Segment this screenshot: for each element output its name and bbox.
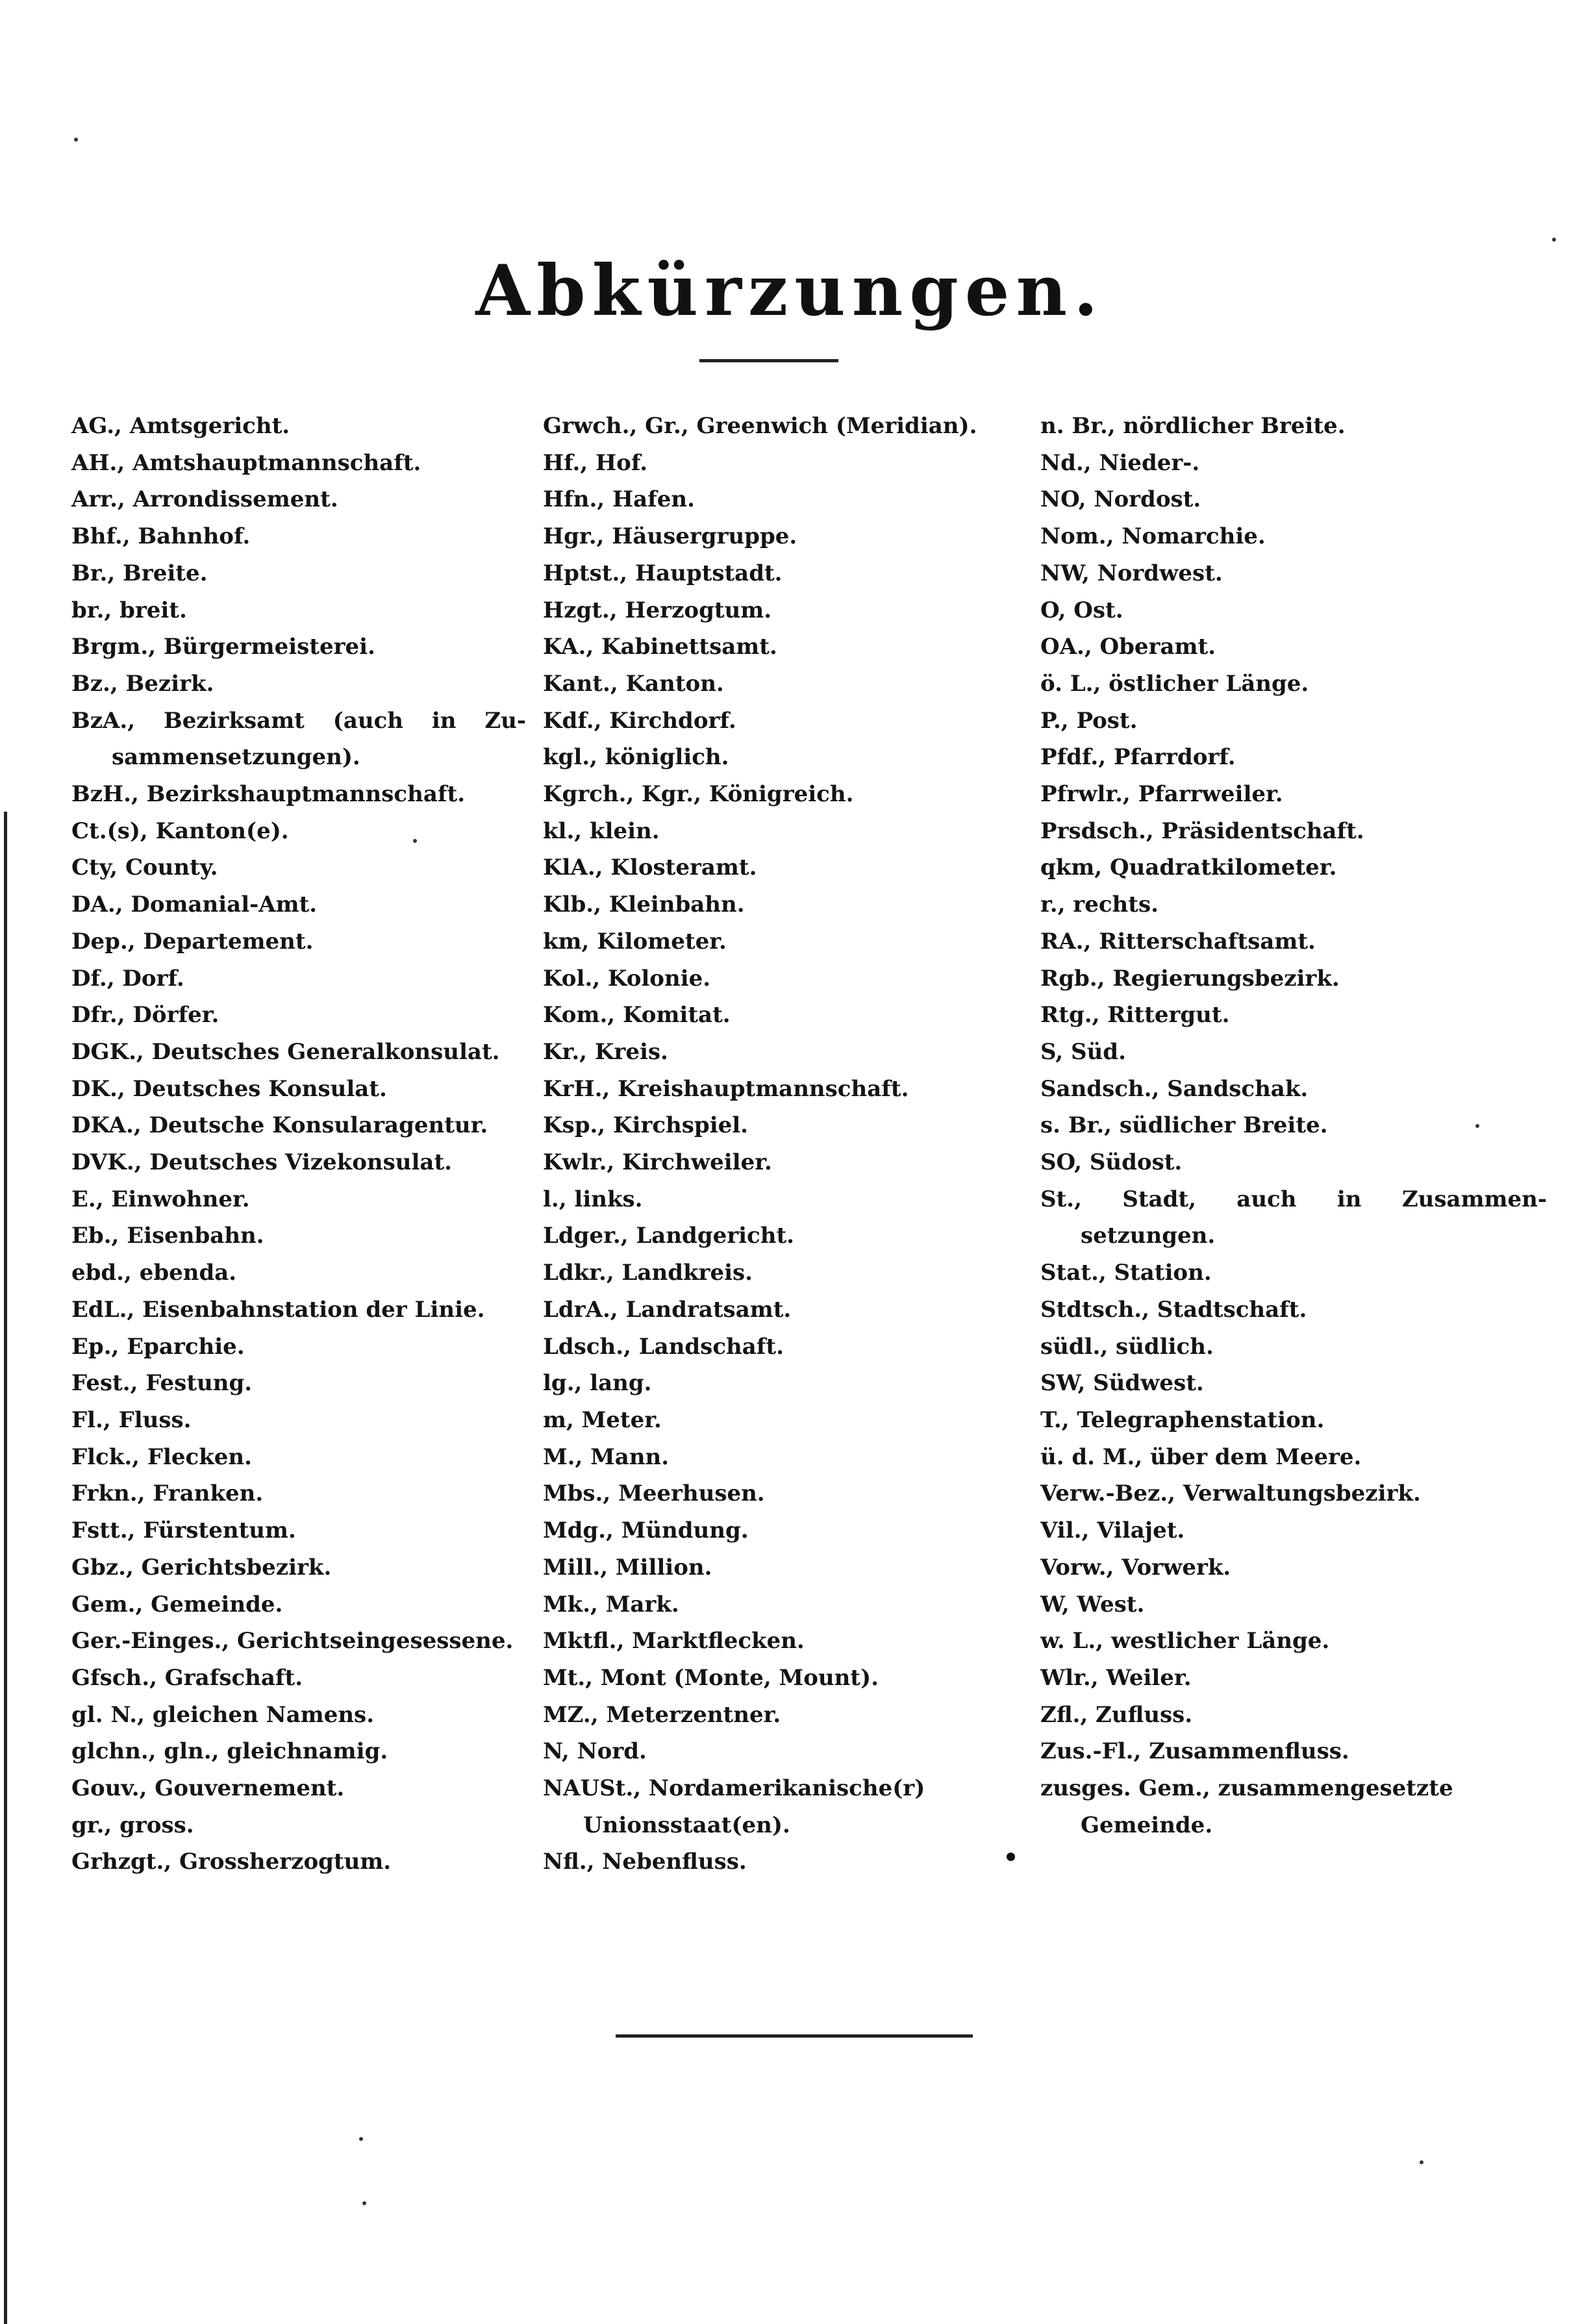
abbreviation-entry: M., Mann.: [543, 1443, 670, 1470]
speck: [1420, 2160, 1423, 2164]
abbreviation-entry: Hfn., Hafen.: [543, 486, 695, 513]
abbreviation-entry: DKA., Deutsche Konsularagentur.: [71, 1112, 488, 1139]
abbreviation-entry: Hf., Hof.: [543, 449, 648, 476]
abbreviation-entry: w. L., westlicher Länge.: [1040, 1628, 1330, 1655]
abbreviation-entry: zusges. Gem., zusammengesetzte: [1040, 1775, 1453, 1802]
abbreviation-entry: Ldger., Landgericht.: [543, 1223, 795, 1249]
abbreviation-entry: Rtg., Rittergut.: [1040, 1002, 1230, 1029]
abbreviation-entry: lg., lang.: [543, 1370, 652, 1397]
abbreviation-entry: gr., gross.: [71, 1812, 194, 1838]
abbreviation-entry: kgl., königlich.: [543, 744, 729, 771]
abbreviation-entry: Gem., Gemeinde.: [71, 1591, 283, 1618]
abbreviation-entry: NW, Nordwest.: [1040, 560, 1223, 586]
abbreviation-entry: Wlr., Weiler.: [1040, 1664, 1192, 1691]
abbreviation-entry: Fstt., Fürstentum.: [71, 1518, 296, 1544]
abbreviation-entry: Ldsch., Landschaft.: [543, 1333, 784, 1360]
abbreviation-entry: Flck., Flecken.: [71, 1443, 252, 1470]
abbreviation-entry: qkm, Quadratkilometer.: [1040, 855, 1337, 881]
abbreviation-entry: ebd., ebenda.: [71, 1260, 237, 1286]
abbreviation-entry: m, Meter.: [543, 1406, 662, 1433]
page-title: Abkürzungen.: [475, 250, 1105, 332]
abbreviation-entry: P., Post.: [1040, 707, 1138, 734]
abbreviation-entry: NAUSt., Nordamerikanische(r): [543, 1775, 925, 1802]
abbreviation-entry: Nd., Nieder-.: [1040, 449, 1200, 476]
abbreviation-entry: Pfrwlr., Pfarrweiler.: [1040, 781, 1283, 808]
page-edge-rule: [4, 812, 7, 2324]
abbreviation-entry: Gemeinde.: [1081, 1812, 1213, 1838]
abbreviation-entry: O, Ost.: [1040, 597, 1123, 623]
abbreviation-entry: Df., Dorf.: [71, 965, 184, 992]
abbreviation-entry: DA., Domanial-Amt.: [71, 892, 318, 918]
abbreviation-entry: DVK., Deutsches Vizekonsulat.: [71, 1149, 452, 1176]
abbreviation-entry: Mill., Million.: [543, 1554, 712, 1581]
abbreviation-entry: Mt., Mont (Monte, Mount).: [543, 1664, 879, 1691]
abbreviation-column-2: [543, 408, 1017, 1880]
abbreviation-entry: südl., südlich.: [1040, 1333, 1214, 1360]
abbreviation-entry: Rgb., Regierungsbezirk.: [1040, 965, 1340, 992]
abbreviation-entry: S, Süd.: [1040, 1038, 1126, 1065]
abbreviation-entry: Kol., Kolonie.: [543, 965, 711, 992]
abbreviation-entry: Bhf., Bahnhof.: [71, 523, 251, 550]
bottom-rule: [616, 2034, 973, 2038]
speck: [1552, 238, 1556, 242]
abbreviation-entry: SO, Südost.: [1040, 1149, 1183, 1176]
speck: [413, 839, 417, 843]
abbreviation-entry: DK., Deutsches Konsulat.: [71, 1075, 387, 1102]
abbreviation-entry: Zfl., Zufluss.: [1040, 1701, 1193, 1728]
abbreviation-entry: Vil., Vilajet.: [1040, 1518, 1185, 1544]
abbreviation-entry: LdrA., Landratsamt.: [543, 1296, 792, 1323]
abbreviation-entry: Unionsstaat(en).: [583, 1812, 790, 1838]
abbreviation-entry: Kom., Komitat.: [543, 1002, 731, 1029]
abbreviation-entry: Nfl., Nebenfluss.: [543, 1849, 747, 1875]
abbreviation-entry: Nom., Nomarchie.: [1040, 523, 1266, 550]
abbreviation-entry: E., Einwohner.: [71, 1186, 250, 1212]
abbreviation-entry: Fl., Fluss.: [71, 1406, 192, 1433]
abbreviation-entry: Arr., Arrondissement.: [71, 486, 338, 513]
abbreviation-entry: OA., Oberamt.: [1040, 634, 1216, 660]
abbreviation-column-3: [1040, 408, 1547, 1843]
abbreviation-entry: N, Nord.: [543, 1738, 647, 1765]
abbreviation-entry: kl., klein.: [543, 818, 660, 844]
abbreviation-entry: KlA., Klosteramt.: [543, 855, 757, 881]
abbreviation-entry: Ger.-Einges., Gerichtseingesessene.: [71, 1628, 514, 1655]
abbreviation-entry: r., rechts.: [1040, 892, 1159, 918]
abbreviation-entry: Bz., Bezirk.: [71, 670, 214, 697]
abbreviation-entry: br., breit.: [71, 597, 187, 623]
abbreviation-entry: Mdg., Mündung.: [543, 1518, 749, 1544]
abbreviation-entry: MZ., Meterzentner.: [543, 1701, 781, 1728]
abbreviation-entry: Sandsch., Sandschak.: [1040, 1075, 1309, 1102]
abbreviation-entry: Brgm., Bürgermeisterei.: [71, 634, 375, 660]
abbreviation-entry: Fest., Festung.: [71, 1370, 253, 1397]
abbreviation-entry: s. Br., südlicher Breite.: [1040, 1112, 1328, 1139]
speck: [362, 2201, 366, 2205]
abbreviation-entry: Cty, County.: [71, 855, 218, 881]
abbreviation-entry: AG., Amtsgericht.: [71, 413, 290, 439]
abbreviation-entry: Prsdsch., Präsidentschaft.: [1040, 818, 1364, 844]
abbreviation-entry: l., links.: [543, 1186, 643, 1212]
abbreviation-entry: Hptst., Hauptstadt.: [543, 560, 783, 586]
abbreviation-entry: Kant., Kanton.: [543, 670, 724, 697]
abbreviation-entry: n. Br., nördlicher Breite.: [1040, 413, 1346, 439]
abbreviation-entry: Gbz., Gerichtsbezirk.: [71, 1554, 332, 1581]
abbreviation-entry: Hzgt., Herzogtum.: [543, 597, 772, 623]
abbreviation-entry: sammensetzungen).: [112, 744, 360, 771]
abbreviation-entry: Dep., Departement.: [71, 928, 314, 955]
abbreviation-entry: BzA., Bezirksamt (auch in Zu-: [71, 707, 526, 734]
abbreviation-entry: RA., Ritterschaftsamt.: [1040, 928, 1316, 955]
abbreviation-entry: gl. N., gleichen Namens.: [71, 1701, 375, 1728]
abbreviation-entry: Stdtsch., Stadtschaft.: [1040, 1296, 1307, 1323]
speck: [359, 2137, 363, 2141]
speck: [1475, 1124, 1479, 1128]
abbreviation-entry: Verw.-Bez., Verwaltungsbezirk.: [1040, 1481, 1421, 1507]
abbreviation-entry: Grwch., Gr., Greenwich (Meridian).: [543, 413, 977, 439]
abbreviation-entry: ü. d. M., über dem Meere.: [1040, 1443, 1362, 1470]
abbreviation-entry: Dfr., Dörfer.: [71, 1002, 219, 1029]
abbreviation-entry: ö. L., östlicher Länge.: [1040, 670, 1309, 697]
abbreviation-entry: Frkn., Franken.: [71, 1481, 264, 1507]
abbreviation-entry: DGK., Deutsches Generalkonsulat.: [71, 1038, 500, 1065]
abbreviation-entry: BzH., Bezirkshauptmannschaft.: [71, 781, 466, 808]
abbreviation-entry: Kdf., Kirchdorf.: [543, 707, 736, 734]
abbreviation-entry: Stat., Station.: [1040, 1260, 1212, 1286]
abbreviation-entry: Ldkr., Landkreis.: [543, 1260, 753, 1286]
ink-dot: [1007, 1853, 1015, 1861]
abbreviation-entry: Zus.-Fl., Zusammenfluss.: [1040, 1738, 1349, 1765]
abbreviation-entry: Kwlr., Kirchweiler.: [543, 1149, 772, 1176]
abbreviation-entry: W, West.: [1040, 1591, 1145, 1618]
abbreviation-entry: Ct.(s), Kanton(e).: [71, 818, 289, 844]
abbreviation-entry: Grhzgt., Grossherzogtum.: [71, 1849, 392, 1875]
abbreviation-entry: Vorw., Vorwerk.: [1040, 1554, 1231, 1581]
abbreviation-entry: Gouv., Gouvernement.: [71, 1775, 345, 1802]
abbreviation-entry: NO, Nordost.: [1040, 486, 1201, 513]
abbreviation-entry: Mktfl., Marktflecken.: [543, 1628, 805, 1655]
abbreviation-entry: glchn., gln., gleichnamig.: [71, 1738, 388, 1765]
abbreviation-entry: Mbs., Meerhusen.: [543, 1481, 765, 1507]
abbreviation-entry: Br., Breite.: [71, 560, 208, 586]
title-rule: [699, 359, 838, 362]
abbreviation-entry: KA., Kabinettsamt.: [543, 634, 777, 660]
abbreviation-entry: Mk., Mark.: [543, 1591, 679, 1618]
abbreviation-entry: Kgrch., Kgr., Königreich.: [543, 781, 854, 808]
abbreviation-column-1: [71, 408, 526, 1880]
abbreviation-entry: Ksp., Kirchspiel.: [543, 1112, 748, 1139]
abbreviation-entry: SW, Südwest.: [1040, 1370, 1204, 1397]
abbreviation-entry: AH., Amtshauptmannschaft.: [71, 449, 421, 476]
speck: [74, 138, 78, 142]
abbreviation-entry: setzungen.: [1081, 1223, 1216, 1249]
abbreviation-entry: Gfsch., Grafschaft.: [71, 1664, 303, 1691]
abbreviation-entry: Ep., Eparchie.: [71, 1333, 245, 1360]
abbreviation-entry: Pfdf., Pfarrdorf.: [1040, 744, 1236, 771]
abbreviation-entry: km, Kilometer.: [543, 928, 727, 955]
abbreviation-entry: KrH., Kreishauptmannschaft.: [543, 1075, 909, 1102]
abbreviation-entry: St., Stadt, auch in Zusammen-: [1040, 1186, 1547, 1212]
abbreviation-entry: Hgr., Häusergruppe.: [543, 523, 797, 550]
abbreviation-entry: Kr., Kreis.: [543, 1038, 668, 1065]
abbreviation-entry: T., Telegraphenstation.: [1040, 1406, 1325, 1433]
abbreviation-entry: Klb., Kleinbahn.: [543, 892, 745, 918]
abbreviation-entry: Eb., Eisenbahn.: [71, 1223, 264, 1249]
abbreviation-entry: EdL., Eisenbahnstation der Linie.: [71, 1296, 485, 1323]
